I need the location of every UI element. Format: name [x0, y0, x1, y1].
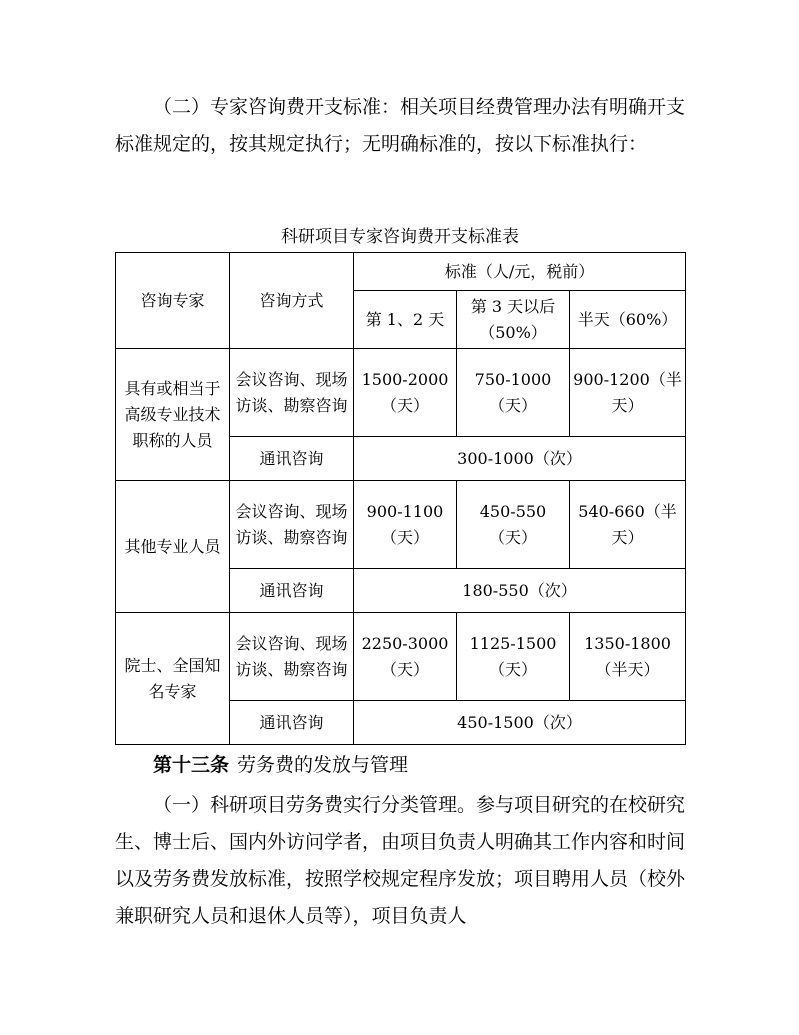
- expert-cell: 其他专业人员: [116, 481, 230, 613]
- method-cell: 会议咨询、现场访谈、勘察咨询: [230, 613, 354, 701]
- fee-cell: 2250-3000（天）: [354, 613, 457, 701]
- table-row: [116, 613, 686, 701]
- fee-cell: 900-1200（半天）: [570, 349, 686, 437]
- article-number: 第十三条: [153, 754, 230, 776]
- fee-cell: 300-1000（次）: [354, 437, 686, 481]
- fee-cell: 450-1500（次）: [354, 701, 686, 745]
- fee-cell: 180-550（次）: [354, 569, 686, 613]
- table-caption: 科研项目专家咨询费开支标准表: [281, 227, 519, 247]
- article-heading: [153, 747, 408, 784]
- fee-cell: 540-660（半天）: [570, 481, 686, 569]
- header-day3: 第 3 天以后（50%）: [457, 291, 570, 349]
- header-half: 半天（60%）: [570, 291, 686, 349]
- fee-cell: 1125-1500（天）: [457, 613, 570, 701]
- header-standard: 标准（人/元，税前）: [354, 253, 686, 291]
- method-cell: 通讯咨询: [230, 701, 354, 745]
- method-cell: 会议咨询、现场访谈、勘察咨询: [230, 349, 354, 437]
- table-row: [116, 481, 686, 569]
- intro-paragraph: （二）专家咨询费开支标准：相关项目经费管理办法有明确开支标准规定的，按其规定执行；无明确标准的，按以下标准执行：: [115, 96, 686, 155]
- method-cell: 通讯咨询: [230, 569, 354, 613]
- method-cell: 通讯咨询: [230, 437, 354, 481]
- table-row: [116, 349, 686, 437]
- fee-cell: 750-1000（天）: [457, 349, 570, 437]
- expert-cell: 具有或相当于高级专业技术职称的人员: [116, 349, 230, 481]
- expert-cell: 院士、全国知名专家: [116, 613, 230, 745]
- header-expert: 咨询专家: [116, 253, 230, 349]
- closing-paragraph: （一）科研项目劳务费实行分类管理。参与项目研究的在校研究生、博士后、国内外访问学者，由项目负责人明确其工作内容和时间以及劳务费发放标准，按照学校规定程序发放；项目聘用人员（校外兼职研究人员和退休人员等），项目负责人: [115, 794, 686, 927]
- consulting-fee-table: [115, 252, 686, 745]
- article-title: 劳务费的发放与管理: [237, 754, 409, 776]
- header-day12: 第 1、2 天: [354, 291, 457, 349]
- header-method: 咨询方式: [230, 253, 354, 349]
- fee-cell: 900-1100（天）: [354, 481, 457, 569]
- fee-cell: 1350-1800（半天）: [570, 613, 686, 701]
- fee-cell: 1500-2000（天）: [354, 349, 457, 437]
- method-cell: 会议咨询、现场访谈、勘察咨询: [230, 481, 354, 569]
- fee-cell: 450-550（天）: [457, 481, 570, 569]
